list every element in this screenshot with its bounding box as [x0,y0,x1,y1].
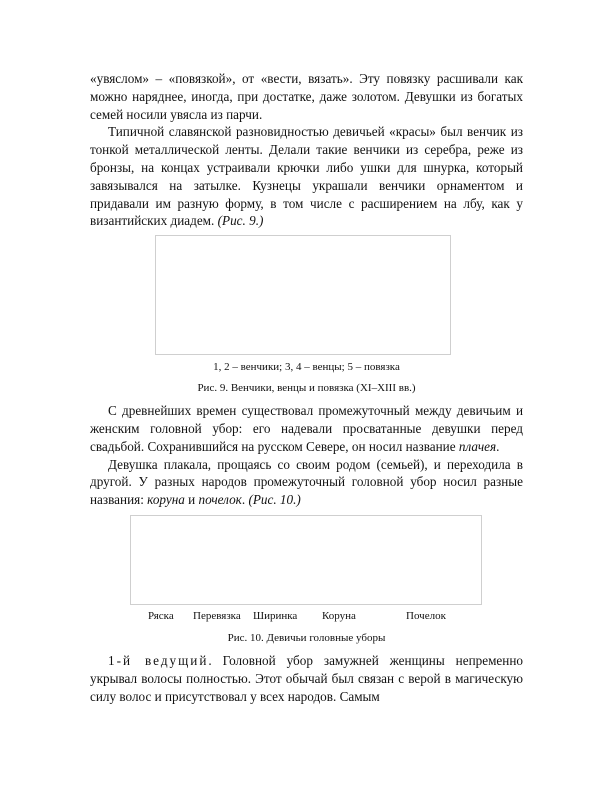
paragraph-2 [90,123,523,230]
paragraph-3-text: С древнейших времен существовал промежуточный между девичьим и женским головной убор: его надевали просватанные девушки перед свадьбой. Сохранившийся на русском Севере, он носил название [90,403,523,454]
paragraph-3-end: . [496,438,500,454]
term-koruna: коруна [147,492,185,508]
figure-10-label-shirinka: Ширинка [253,609,298,622]
figure-10-label-perevyazka: Перевязка [193,609,241,622]
paragraph-4-and: и [184,492,199,508]
paragraph-3 [90,402,523,455]
paragraph-5 [90,652,523,705]
paragraph-4-end: . [241,492,249,508]
paragraph-2-text: Типичной славянской разновидностью девичьей «красы» был венчик из тонкой металлической ленты. Делали такие венчики из серебра, реже из бронзы, на концах устраивали крючки либо ушки для шнурка, который завязывался на затылке. Кузнецы украшали венчики орнаментом и придавали им разную форму, в том числе с расширением на лбу, как у византийских диадем. [90,124,523,229]
figure-9-image [155,235,451,355]
paragraph-4-text: Девушка плакала, прощаясь со своим родом (семьей), и переходила в другой. У разных народов промежуточный головной убор носил разные названия: [90,456,523,508]
figure-10-reference: (Рис. 10.) [248,492,301,508]
paragraph-5-text: . Головной убор замужней женщины непременно укрывал волосы полностью. Этот обычай был связан с верой в магическую силу волос и присутствовал у всех народов. Самым [90,652,523,704]
term-placheya: плачея [458,438,497,454]
term-pochelok: почелок [198,492,242,508]
speaker-label: 1-й ведущий [108,652,209,668]
figure-10-image [130,515,482,605]
figure-10-label-ryaska: Ряска [148,609,174,622]
figure-9-caption: Рис. 9. Венчики, венцы и повязка (XI–XIII вв.) [197,382,416,395]
paragraph-1: «увяслом» – «повязкой», от «вести, вязать». Эту повязку расшивали как можно наряднее, иногда, при достатке, даже золотом. Девушки из богатых семей носили увясла из парчи. [90,71,523,122]
figure-10-label-pochelok: Почелок [406,609,446,622]
figure-10-caption: Рис. 10. Девичьи головные уборы [227,631,386,644]
paragraph-4 [90,456,523,509]
figure-10-labels [90,610,523,624]
figure-10-label-koruna: Коруна [322,609,356,622]
figure-9-subcaption: 1, 2 – венчики; 3, 4 – венцы; 5 – повязка [213,361,400,374]
figure-9-reference: (Рис. 9.) [217,213,264,229]
page-content [90,70,523,705]
